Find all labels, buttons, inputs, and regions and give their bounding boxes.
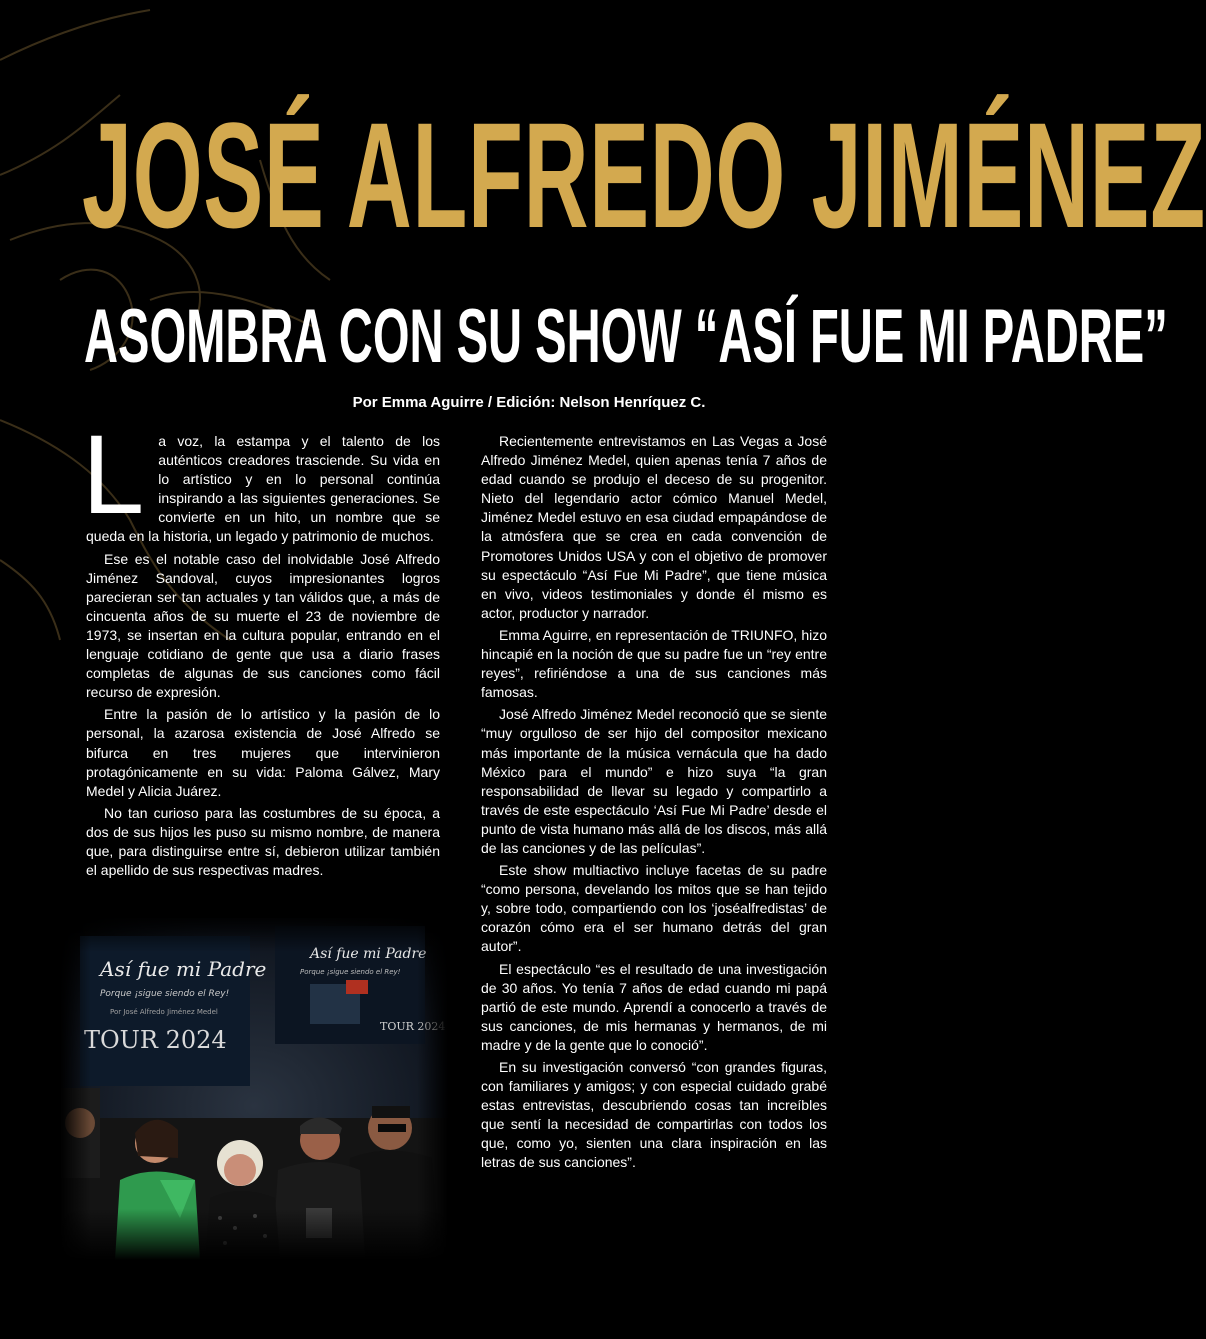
paragraph: Ese es el notable caso del inolvidable José Alfredo Jiménez Sandoval, cuyos impresionantes logros parecieran ser tan actuales y tan válidos que, a más de cincuenta años de su muerte el 23 de noviembre de 1973, se insertan en la cultura popular, entrando en el lenguaje cotidiano de gente que usa a diario frases completas de algunas de sus canciones como fácil recurso de expresión. — [86, 550, 440, 701]
paragraph: No tan curioso para las costumbres de su época, a dos de sus hijos les puso su mismo nombre, de manera que, para distinguirse entre sí, debieron utilizar también el apellido de sus respectivas madres. — [86, 804, 440, 879]
left-column — [82, 412, 440, 880]
article-byline: Por Emma Aguirre / Edición: Nelson Henríquez C. — [352, 394, 706, 411]
paragraph: Entre la pasión de lo artístico y la pasión de lo personal, la azarosa existencia de José Alfredo se bifurca en tres mujeres que intervinieron protagónicamente en su vida: Paloma Gálvez, Mary Medel y Alicia Juárez. — [86, 706, 440, 799]
article-subheadline: ASOMBRA CON SU SHOW “ASÍ FUE MI PADRE” — [84, 294, 1168, 379]
right-column — [481, 432, 827, 1173]
event-photo-illustration — [60, 918, 448, 1260]
paragraph: José Alfredo Jiménez Medel reconoció que se siente “muy orgulloso de ser hijo del compositor mexicano más importante de la música vernácula que ha dado México para el mundo” e hizo suya “la gran responsabilidad de llevar su legado y compartirlo a través de este espectáculo ‘Así Fue Mi Padre’ desde el punto de vista humano más allá de los discos, más allá de las canciones y de las películas”. — [481, 706, 827, 856]
drop-cap: L — [82, 412, 145, 537]
paragraph: Este show multiactivo incluye facetas de su padre “como persona, develando los mitos que se han tejido y, sobre todo, compartiendo con los ‘joséalfredistas’ de corazón cómo era el ser humano detrás del gran autor”. — [481, 862, 827, 955]
paragraph: El espectáculo “es el resultado de una investigación de 30 años. Yo tenía 7 años de edad cuando mi papá partió de este mundo. Aprendí a conocerlo a través de sus canciones, de mis hermanas y hermanos, de mi madre y de la gente que lo conoció”. — [481, 960, 827, 1053]
article-headline: JOSÉ ALFREDO JIMÉNEZ — [82, 91, 1206, 259]
paragraph: Emma Aguirre, en representación de TRIUNFO, hizo hincapié en la noción de que su padre fue un “rey entre reyes”, refiriéndose a una de sus canciones más famosas. — [481, 626, 827, 701]
paragraph: En su investigación conversó “con grandes figuras, con familiares y amigos; y con especial cuidado grabé estas entrevistas, descubriendo cosas tan increíbles que sentí la necesidad de compartirlas con todos los que, como yo, sienten una clara inspiración en las letras de sus canciones”. — [481, 1059, 827, 1171]
paragraph: L a voz, la estampa y el talento de los auténticos creadores trasciende. Su vida en lo artístico y en lo personal continúa inspirando a las siguientes generaciones. Se convierte en un hito, un nombre que se queda en la historia, un legado y patrimonio de muchos. — [82, 412, 440, 545]
event-photo — [60, 918, 448, 1260]
paragraph: Recientemente entrevistamos en Las Vegas a José Alfredo Jiménez Medel, quien apenas tenía 7 años de edad cuando se produjo el deceso de su progenitor. Nieto del legendario actor cómico Manuel Medel, Jiménez Medel estuvo en esa ciudad empapándose de la atmósfera que se crea en cada convención de Promotores Unidos USA y con el objetivo de promover su espectáculo “Así Fue Mi Padre”, que tiene música en vivo, videos testimoniales y donde él mismo es actor, productor y narrador. — [481, 433, 827, 621]
